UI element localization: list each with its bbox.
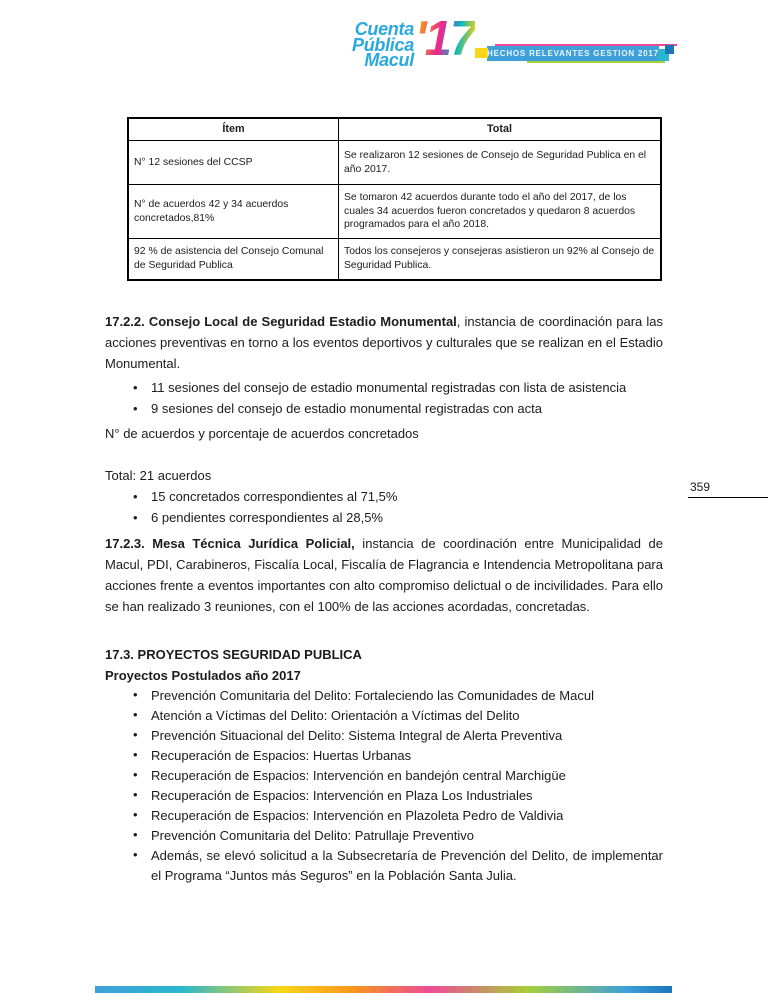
list-item: • Atención a Víctimas del Delito: Orientación a Víctimas del Delito (105, 706, 663, 726)
list-item: • Recuperación de Espacios: Intervención en Plazoleta Pedro de Valdivia (105, 806, 663, 826)
list-item: • Además, se elevó solicitud a la Subsecretaría de Prevención del Delito, de implementar el Programa “Juntos más Seguros” en la Población Santa Julia. (105, 846, 663, 886)
ribbon-title: HECHOS RELEVANTES GESTION 2017 (487, 49, 659, 58)
section-17-2-2-bullets (105, 377, 663, 419)
ribbon-accent-darkblue (665, 45, 674, 54)
table-cell-total: Se tomaron 42 acuerdos durante todo el año del 2017, de los cuales 34 acuerdos fueron concretados y quedaron 8 acuerdos programados para el año 2018. (339, 185, 662, 239)
header-logo (352, 12, 476, 80)
list-item: • Recuperación de Espacios: Intervención en Plaza Los Industriales (105, 786, 663, 806)
list-item: • 15 concretados correspondientes al 71,5% (105, 486, 663, 507)
table-header-row (128, 118, 661, 141)
logo-word-cuenta: Cuenta (354, 19, 414, 39)
logo-wordmark (352, 19, 414, 70)
list-item: • Prevención Comunitaria del Delito: Fortaleciendo las Comunidades de Macul (105, 686, 663, 706)
list-item: • Recuperación de Espacios: Huertas Urbanas (105, 746, 663, 766)
logo-word-macul: Macul (364, 50, 414, 70)
table-cell-item: N° 12 sesiones del CCSP (128, 141, 339, 185)
table-cell-item: 92 % de asistencia del Consejo Comunal de Seguridad Publica (128, 239, 339, 280)
table-row (128, 239, 661, 280)
list-item: • 6 pendientes correspondientes al 28,5% (105, 507, 663, 528)
table-cell-total: Todos los consejeros y consejeras asistieron un 92% al Consejo de Seguridad Publica. (339, 239, 662, 280)
table-header-item: Ítem (128, 118, 339, 141)
list-item: • Prevención Comunitaria del Delito: Patrullaje Preventivo (105, 826, 663, 846)
acuerdos-line: N° de acuerdos y porcentaje de acuerdos concretados (105, 426, 419, 441)
table-header-total: Total (339, 118, 662, 141)
table-row (128, 185, 661, 239)
section-17-2-2-body: , instancia de coordinación para las acciones preventivas en torno a los eventos deportivos y culturales que se realizan en el Estadio Monumental. (105, 314, 663, 371)
section-17-2-3-body: instancia de coordinación entre Municipalidad de Macul, PDI, Carabineros, Fiscalía Local, Fiscalía de Flagrancia e Intendencia Metropolitana para acciones frente a eventos importantes con alto compromiso delictual o de incivilidades. Para ello se han realizado 3 reuniones, con el 100% de las acciones acordadas, concretadas. (105, 536, 663, 614)
list-item: • 11 sesiones del consejo de estadio monumental registradas con lista de asistencia (105, 377, 663, 398)
table-row (128, 141, 661, 185)
list-item: • Recuperación de Espacios: Intervención en bandejón central Marchigüe (105, 766, 663, 786)
ribbon-accent-green (527, 61, 665, 63)
section-17-3-bullets (105, 686, 663, 886)
section-17-2-3-heading: 17.2.3. Mesa Técnica Jurídica Policial, (105, 536, 355, 551)
section-17-2-3-paragraph (105, 533, 663, 617)
logo-year-17: '17 (414, 12, 476, 66)
acuerdos-bullets (105, 486, 663, 528)
summary-table (127, 117, 662, 281)
header-ribbon (487, 46, 659, 61)
list-item: • 9 sesiones del consejo de estadio monumental registradas con acta (105, 398, 663, 419)
table-cell-total: Se realizaron 12 sesiones de Consejo de Seguridad Publica en el año 2017. (339, 141, 662, 185)
section-17-2-2-heading: 17.2.2. Consejo Local de Seguridad Estadio Monumental (105, 314, 457, 329)
section-17-2-2-paragraph (105, 311, 663, 374)
page-number: 359 (688, 479, 768, 498)
footer-color-bar (95, 986, 672, 993)
table-cell-item: N° de acuerdos 42 y 34 acuerdos concretados,81% (128, 185, 339, 239)
list-item: • Prevención Situacional del Delito: Sistema Integral de Alerta Preventiva (105, 726, 663, 746)
logo-word-publica: Pública (352, 34, 414, 55)
section-17-3-subheading: Proyectos Postulados año 2017 (105, 668, 301, 683)
section-17-3-heading: 17.3. PROYECTOS SEGURIDAD PUBLICA (105, 647, 362, 662)
acuerdos-total-line: Total: 21 acuerdos (105, 468, 212, 483)
